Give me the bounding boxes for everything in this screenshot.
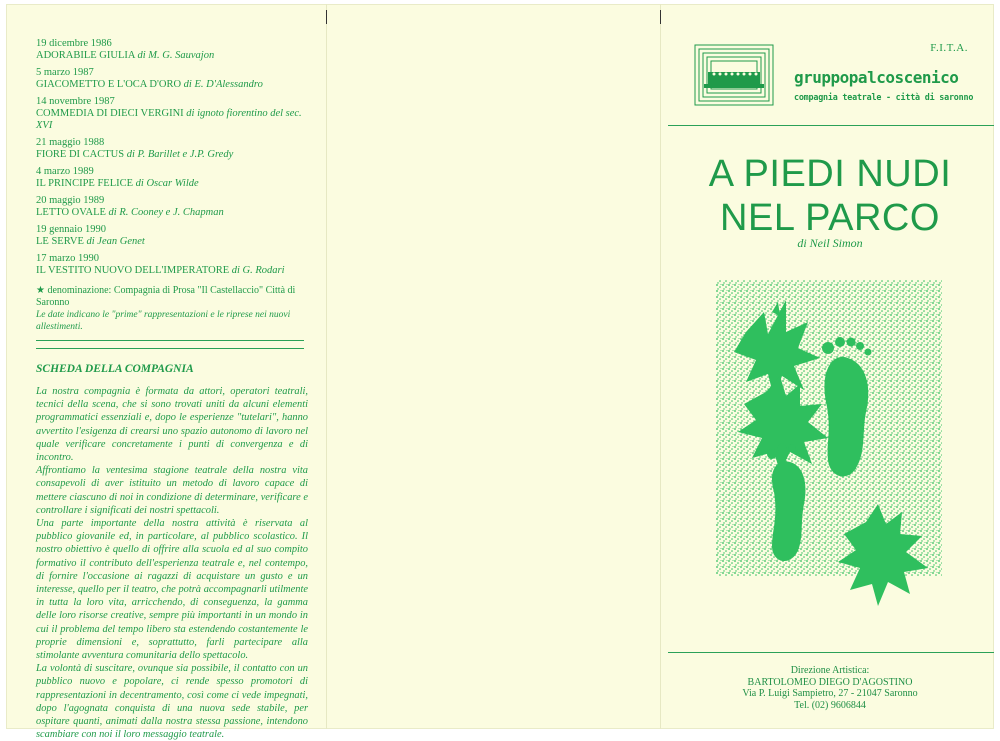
production-title: GIACOMETTO E L'OCA D'ORO (36, 79, 182, 90)
production-date: 14 novembre 1987 (36, 96, 115, 107)
production-author: di E. D'Alessandro (183, 79, 263, 90)
production-entry (36, 137, 308, 161)
production-title-line (36, 108, 308, 132)
fold-mark (326, 10, 327, 24)
fold-line-left (326, 4, 327, 729)
footer-line: Via P. Luigi Sampietro, 27 - 21047 Saronno (742, 688, 918, 699)
dates-note: Le date indicano le "prime" rappresentazioni e le riprese nei nuovi allestimenti. (36, 310, 291, 332)
production-title: LETTO OVALE (36, 207, 106, 218)
production-date: 20 maggio 1989 (36, 195, 105, 206)
production-entry (36, 67, 308, 91)
artistic-direction-info (666, 665, 994, 711)
scheda-paragraph: La nostra compagnia è formata da attori, operatori teatrali, tecnici della scena, che si sono trovati uniti da alcuni elementi programmatici essenziali e, dopo le esperienze "tutelari", hanno avvertito l'esigenza di crearsi uno spazio autonomo di lavoro nel quale verificare concretamente i punti di convergenza e di incontro. (36, 386, 308, 464)
footer-line: BARTOLOMEO DIEGO D'AGOSTINO (747, 676, 913, 688)
brochure-sheet (6, 4, 994, 741)
production-title-line (36, 265, 308, 277)
show-author: di Neil Simon (797, 236, 863, 250)
fold-line-right (660, 4, 661, 729)
production-author: di R. Cooney e J. Chapman (108, 207, 224, 218)
left-panel (36, 38, 308, 741)
production-title: ADORABILE GIULIA (36, 50, 135, 61)
show-title (666, 152, 994, 240)
production-date: 4 marzo 1989 (36, 166, 94, 177)
footer-line: Direzione Artistica: (790, 665, 870, 676)
company-denomination-note: ★ denominazione: Compagnia di Prosa "Il Castellaccio" Città di Saronno (36, 285, 296, 308)
production-title: IL PRINCIPE FELICE (36, 178, 134, 189)
company-name: gruppopalcoscenico (794, 68, 959, 87)
production-author: di P. Barillet e J.P. Gredy (126, 149, 234, 160)
production-author: di G. Rodari (231, 265, 285, 276)
production-title-line (36, 178, 308, 190)
production-entry (36, 253, 308, 277)
scheda-heading: SCHEDA DELLA COMPAGNIA (36, 363, 194, 375)
show-title-line-1: A PIEDI NUDI (708, 153, 952, 195)
production-entry (36, 224, 308, 248)
production-title-line (36, 79, 308, 91)
production-title-line (36, 50, 308, 62)
cover-illustration (716, 272, 978, 645)
production-date: 5 marzo 1987 (36, 67, 94, 78)
production-author: di Oscar Wilde (135, 178, 199, 189)
production-title: LE SERVE (36, 236, 84, 247)
divider (668, 652, 994, 653)
production-title: IL VESTITO NUOVO DELL'IMPERATORE (36, 265, 230, 276)
production-title: COMMEDIA DI DIECI VERGINI (36, 108, 184, 119)
fold-mark (660, 10, 661, 24)
production-entry (36, 38, 308, 62)
production-date: 17 marzo 1990 (36, 253, 99, 264)
divider (36, 348, 304, 349)
production-history (36, 38, 308, 277)
production-author: di ignoto fiorentino del sec. XVI (36, 108, 302, 131)
production-title-line (36, 207, 308, 219)
show-title-line-2: NEL PARCO (720, 197, 940, 239)
production-date: 21 maggio 1988 (36, 137, 105, 148)
production-author: di Jean Genet (86, 236, 145, 247)
production-title-line (36, 236, 308, 248)
production-date: 19 dicembre 1986 (36, 38, 112, 49)
company-logo (694, 44, 774, 106)
production-date: 19 gennaio 1990 (36, 224, 106, 235)
production-entry (36, 166, 308, 190)
production-title: FIORE DI CACTUS (36, 149, 125, 160)
fita-label: F.I.T.A. (930, 42, 968, 54)
scheda-paragraph: Una parte importante della nostra attività è riservata al pubblico giovanile ed, in particolare, al pubblico scolastico. Il nostro obiettivo è quello di offrire alla scuola ed al suo compito formativo il contributo dell'esperienza teatrale e, nel contempo, di fornire l'occasione ai ragazzi di acquistare un gusto e un interesse, quello per il teatro, che potrà accompagnarli utilmente in tutta la loro vita, arricchendo, di conseguenza, la gamma delle loro risorse creative, sempre più importanti in un mondo in cui il problema del tempo libero sta estendendo costantemente le proprie dimensioni e, soprattutto, farli partecipare alla stimolante avventura comunitaria dello spettacolo. (36, 518, 308, 662)
company-subtitle: compagnia teatrale - città di saronno (794, 92, 974, 102)
production-author: di M. G. Sauvajon (137, 50, 215, 61)
production-title-line (36, 149, 308, 161)
divider (36, 340, 304, 341)
scheda-paragraph: La volontà di suscitare, ovunque sia possibile, il contatto con un pubblico nuovo e popolare, ci rende spesso promotori di rappresentazioni in decentramento, così come ci vede impegnati, dopo l'agognata conquista di una nuova sede stabile, per ospitare quanti, animati dalla nostra stessa passione, intendono scambiare con noi il loro messaggio teatrale. (36, 663, 308, 741)
production-entry (36, 96, 308, 132)
production-entry (36, 195, 308, 219)
scheda-paragraph: Affrontiamo la ventesima stagione teatrale della nostra vita consapevoli di aver istituito un metodo di lavoro capace di mettere ciascuno di noi in condizione di determinare, verificare e controllare i significati dei nostri spettacoli. (36, 465, 308, 516)
footer-line: Tel. (02) 9606844 (794, 699, 866, 711)
scheda-body (36, 385, 308, 741)
divider (668, 125, 994, 126)
right-panel (666, 4, 994, 729)
